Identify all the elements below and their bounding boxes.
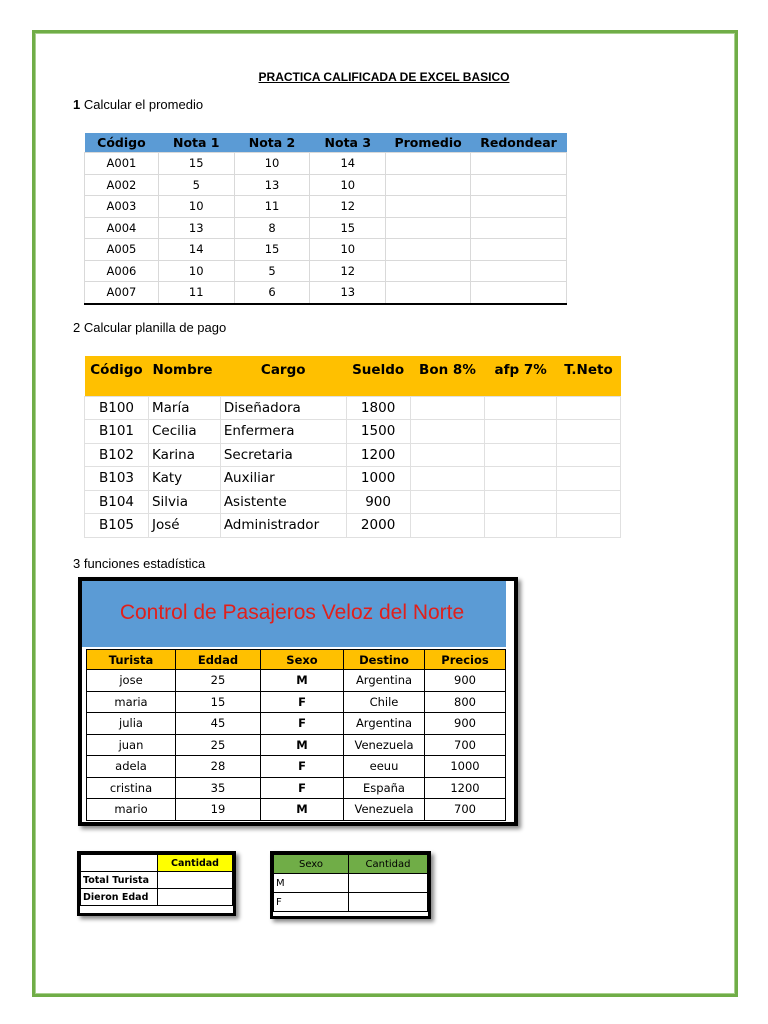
cell[interactable]: María	[148, 396, 220, 420]
cell[interactable]: 45	[176, 713, 261, 735]
table-row	[87, 670, 506, 692]
table-row	[85, 490, 621, 514]
cell[interactable]: 10	[158, 196, 234, 218]
cell[interactable]	[410, 443, 485, 467]
cell[interactable]: B105	[85, 514, 149, 538]
header-nota2: Nota 2	[234, 133, 310, 153]
cell[interactable]: 1000	[346, 467, 410, 491]
passenger-table	[86, 649, 506, 821]
cell[interactable]	[471, 282, 567, 304]
cell[interactable]: F	[261, 756, 344, 778]
cell[interactable]	[485, 396, 557, 420]
header-tneto: T.Neto	[557, 356, 621, 396]
cell[interactable]: Argentina	[344, 670, 425, 692]
cell[interactable]	[410, 420, 485, 444]
cell[interactable]: 1800	[346, 396, 410, 420]
cell[interactable]	[158, 872, 233, 889]
table-row	[87, 799, 506, 821]
cell[interactable]: 800	[425, 691, 506, 713]
table-row	[87, 713, 506, 735]
header-turista: Turista	[87, 650, 176, 670]
cell[interactable]: José	[148, 514, 220, 538]
cell[interactable]	[485, 420, 557, 444]
cell[interactable]: 1200	[346, 443, 410, 467]
cell[interactable]	[410, 467, 485, 491]
row-label: M	[274, 874, 349, 893]
cell[interactable]: M	[261, 734, 344, 756]
table-row	[85, 467, 621, 491]
cell[interactable]	[386, 260, 471, 282]
cell[interactable]	[557, 443, 621, 467]
section-1-label	[73, 97, 203, 112]
cell[interactable]: B101	[85, 420, 149, 444]
table-row	[85, 514, 621, 538]
cell[interactable]: M	[261, 670, 344, 692]
table-row	[85, 443, 621, 467]
header-cantidad: Cantidad	[158, 855, 233, 872]
table-row	[85, 174, 567, 196]
header-sueldo: Sueldo	[346, 356, 410, 396]
cell[interactable]: B104	[85, 490, 149, 514]
cell[interactable]	[386, 196, 471, 218]
cell[interactable]	[386, 217, 471, 239]
cell[interactable]: 5	[234, 260, 310, 282]
header-afp: afp 7%	[485, 356, 557, 396]
cell[interactable]: 12	[310, 196, 386, 218]
table-row	[85, 420, 621, 444]
header-sexo: Sexo	[261, 650, 344, 670]
passenger-control-box	[78, 577, 518, 826]
grades-table	[84, 133, 567, 305]
table-row	[274, 893, 428, 912]
cell[interactable]: 6	[234, 282, 310, 304]
header-bon: Bon 8%	[410, 356, 485, 396]
cell[interactable]: 28	[176, 756, 261, 778]
cell[interactable]: jose	[87, 670, 176, 692]
header-promedio: Promedio	[386, 133, 471, 153]
cell[interactable]: julia	[87, 713, 176, 735]
summary-sex-box	[270, 851, 431, 919]
cell[interactable]: eeuu	[344, 756, 425, 778]
summary-sex-table	[273, 854, 428, 912]
cell[interactable]	[485, 443, 557, 467]
table-row	[85, 396, 621, 420]
cell[interactable]: 11	[234, 196, 310, 218]
cell[interactable]: A001	[85, 153, 159, 175]
table-row	[81, 872, 233, 889]
cell[interactable]: España	[344, 777, 425, 799]
cell[interactable]	[410, 514, 485, 538]
cell[interactable]: Venezuela	[344, 734, 425, 756]
header-nombre: Nombre	[148, 356, 220, 396]
header-codigo: Código	[85, 356, 149, 396]
cell[interactable]	[410, 490, 485, 514]
cell[interactable]: Cecilia	[148, 420, 220, 444]
cell[interactable]: 14	[310, 153, 386, 175]
document-title: PRACTICA CALIFICADA DE EXCEL BASICO	[258, 70, 510, 84]
cell[interactable]: 700	[425, 734, 506, 756]
cell[interactable]: 10	[234, 153, 310, 175]
cell[interactable]: cristina	[87, 777, 176, 799]
cell[interactable]: Chile	[344, 691, 425, 713]
header-cantidad: Cantidad	[349, 855, 428, 874]
section-2-label: 2 Calcular planilla de pago	[73, 320, 227, 335]
section-1-number: 1	[73, 97, 81, 112]
header-eddad: Eddad	[176, 650, 261, 670]
summary-total-table	[80, 854, 233, 906]
passenger-header	[82, 581, 506, 647]
cell[interactable]	[557, 396, 621, 420]
cell[interactable]: A005	[85, 239, 159, 261]
cell[interactable]: M	[261, 799, 344, 821]
cell[interactable]: 10	[310, 239, 386, 261]
header-sexo: Sexo	[274, 855, 349, 874]
cell[interactable]: B103	[85, 467, 149, 491]
cell[interactable]: B102	[85, 443, 149, 467]
cell[interactable]: juan	[87, 734, 176, 756]
cell[interactable]: 900	[425, 713, 506, 735]
cell[interactable]: Enfermera	[220, 420, 346, 444]
cell[interactable]	[471, 239, 567, 261]
cell[interactable]	[485, 514, 557, 538]
cell[interactable]	[471, 196, 567, 218]
cell[interactable]	[557, 467, 621, 491]
cell[interactable]: F	[261, 777, 344, 799]
table-row	[85, 153, 567, 175]
section-1-text: Calcular el promedio	[80, 97, 204, 112]
cell[interactable]: 900	[425, 670, 506, 692]
table-row	[85, 239, 567, 261]
table-header-row	[274, 855, 428, 874]
table-header-row	[85, 356, 621, 396]
row-label: Dieron Edad	[81, 889, 158, 906]
cell[interactable]	[81, 855, 158, 872]
cell[interactable]: 13	[158, 217, 234, 239]
cell[interactable]: 19	[176, 799, 261, 821]
header-nota3: Nota 3	[310, 133, 386, 153]
table-row	[274, 874, 428, 893]
cell[interactable]: 700	[425, 799, 506, 821]
cell[interactable]: 14	[158, 239, 234, 261]
table-header-row	[87, 650, 506, 670]
cell[interactable]: B100	[85, 396, 149, 420]
cell[interactable]	[158, 889, 233, 906]
cell[interactable]	[471, 153, 567, 175]
table-header-row	[81, 855, 233, 872]
cell[interactable]	[386, 239, 471, 261]
cell[interactable]	[557, 490, 621, 514]
row-label: Total Turista	[81, 872, 158, 889]
table-row	[85, 196, 567, 218]
cell[interactable]	[557, 420, 621, 444]
cell[interactable]: A003	[85, 196, 159, 218]
cell[interactable]	[386, 282, 471, 304]
cell[interactable]: maria	[87, 691, 176, 713]
cell[interactable]: Secretaria	[220, 443, 346, 467]
cell[interactable]: 12	[310, 260, 386, 282]
cell[interactable]	[349, 893, 428, 912]
cell[interactable]: 10	[158, 260, 234, 282]
cell[interactable]: 25	[176, 670, 261, 692]
cell[interactable]: 1000	[425, 756, 506, 778]
cell[interactable]: 15	[234, 239, 310, 261]
row-label: F	[274, 893, 349, 912]
table-row	[85, 217, 567, 239]
cell[interactable]	[557, 514, 621, 538]
cell[interactable]: Venezuela	[344, 799, 425, 821]
header-precios: Precios	[425, 650, 506, 670]
cell[interactable]: F	[261, 691, 344, 713]
cell[interactable]: 25	[176, 734, 261, 756]
cell[interactable]: F	[261, 713, 344, 735]
passenger-title: Control de Pasajeros Veloz del Norte	[119, 601, 465, 624]
cell[interactable]	[485, 490, 557, 514]
cell[interactable]: adela	[87, 756, 176, 778]
cell[interactable]: A007	[85, 282, 159, 304]
cell[interactable]	[471, 260, 567, 282]
header-cargo: Cargo	[220, 356, 346, 396]
header-nota1: Nota 1	[158, 133, 234, 153]
cell[interactable]: Argentina	[344, 713, 425, 735]
cell[interactable]: A002	[85, 174, 159, 196]
cell[interactable]: 1200	[425, 777, 506, 799]
table-row	[87, 734, 506, 756]
cell[interactable]: 2000	[346, 514, 410, 538]
cell[interactable]: 13	[234, 174, 310, 196]
cell[interactable]: 13	[310, 282, 386, 304]
table-row	[85, 282, 567, 304]
cell[interactable]: Silvia	[148, 490, 220, 514]
payroll-table	[84, 356, 621, 538]
cell[interactable]: 11	[158, 282, 234, 304]
table-row	[85, 260, 567, 282]
cell[interactable]	[349, 874, 428, 893]
cell[interactable]: mario	[87, 799, 176, 821]
cell[interactable]: Karina	[148, 443, 220, 467]
cell[interactable]: Administrador	[220, 514, 346, 538]
section-3-label: 3 funciones estadística	[73, 556, 206, 571]
table-row	[81, 889, 233, 906]
cell[interactable]: 15	[158, 153, 234, 175]
cell[interactable]: Katy	[148, 467, 220, 491]
cell[interactable]	[410, 396, 485, 420]
cell[interactable]: Auxiliar	[220, 467, 346, 491]
cell[interactable]	[386, 153, 471, 175]
cell[interactable]: 8	[234, 217, 310, 239]
header-destino: Destino	[344, 650, 425, 670]
table-row	[87, 756, 506, 778]
cell[interactable]	[471, 217, 567, 239]
cell[interactable]: 1500	[346, 420, 410, 444]
cell[interactable]: 10	[310, 174, 386, 196]
cell[interactable]: A004	[85, 217, 159, 239]
table-row	[87, 691, 506, 713]
table-row	[87, 777, 506, 799]
cell[interactable]	[485, 467, 557, 491]
cell[interactable]: 900	[346, 490, 410, 514]
summary-total-box	[77, 851, 236, 916]
cell[interactable]: Asistente	[220, 490, 346, 514]
cell[interactable]: 15	[310, 217, 386, 239]
cell[interactable]: 35	[176, 777, 261, 799]
cell[interactable]	[386, 174, 471, 196]
header-redondear: Redondear	[471, 133, 567, 153]
cell[interactable]	[471, 174, 567, 196]
cell[interactable]: 5	[158, 174, 234, 196]
table-header-row	[85, 133, 567, 153]
cell[interactable]: Diseñadora	[220, 396, 346, 420]
cell[interactable]: 15	[176, 691, 261, 713]
header-codigo: Código	[85, 133, 159, 153]
cell[interactable]: A006	[85, 260, 159, 282]
